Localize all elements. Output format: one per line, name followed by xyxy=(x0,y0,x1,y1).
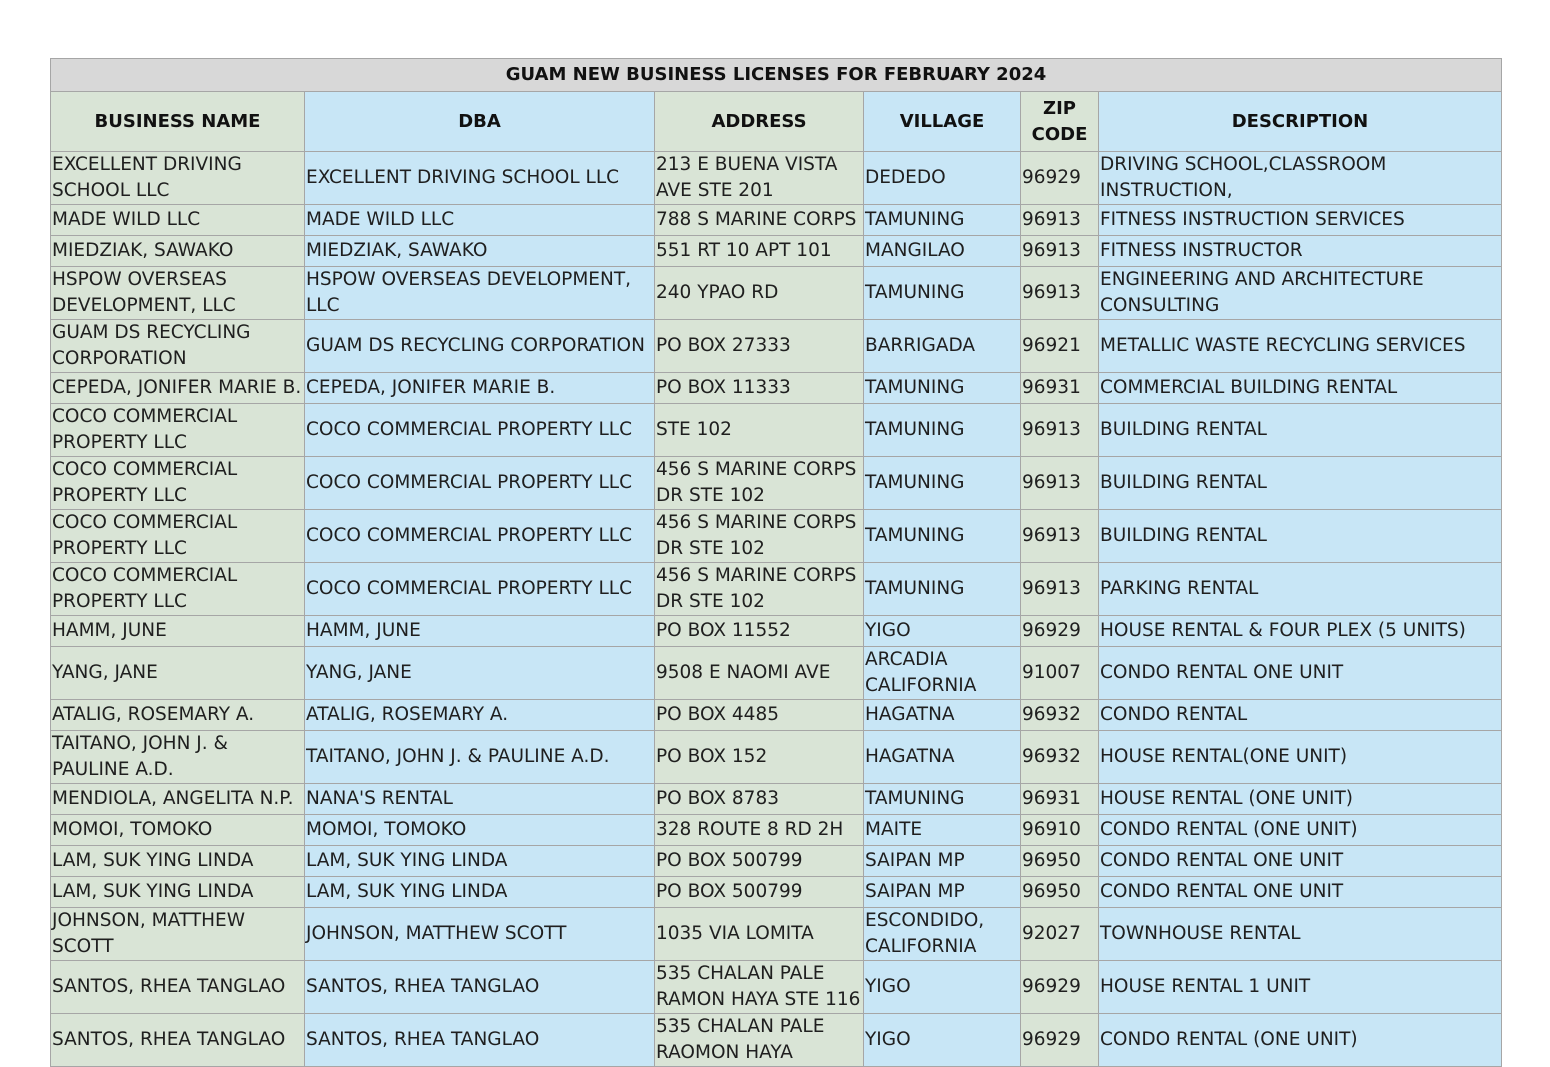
cell-zip-code: 96913 xyxy=(1021,404,1099,457)
cell-business-name xyxy=(51,846,305,877)
table-row xyxy=(51,373,1502,404)
cell-business-name-line: PROPERTY LLC xyxy=(52,485,187,506)
cell-description-line: COMMERCIAL BUILDING RENTAL xyxy=(1100,377,1398,398)
cell-business-name-line: SCOTT xyxy=(52,936,114,957)
cell-village xyxy=(864,267,1021,320)
cell-address xyxy=(655,616,864,647)
cell-business-name-line: EXCELLENT DRIVING xyxy=(52,154,242,175)
cell-business-name-line: GUAM DS RECYCLING xyxy=(52,322,251,343)
cell-village xyxy=(864,205,1021,236)
header-business-name: BUSINESS NAME xyxy=(51,92,305,152)
cell-village-line: ESCONDIDO, xyxy=(865,910,985,931)
cell-village xyxy=(864,908,1021,961)
cell-address xyxy=(655,877,864,908)
cell-address-line: PO BOX 11333 xyxy=(656,377,791,398)
cell-business-name-line: SANTOS, RHEA TANGLAO xyxy=(52,976,286,997)
cell-dba xyxy=(305,205,655,236)
table-body xyxy=(51,152,1502,1067)
cell-business-name xyxy=(51,404,305,457)
cell-village xyxy=(864,236,1021,267)
cell-dba xyxy=(305,908,655,961)
cell-zip-code: 96913 xyxy=(1021,510,1099,563)
cell-zip-code: 96931 xyxy=(1021,373,1099,404)
table-row xyxy=(51,908,1502,961)
cell-description xyxy=(1099,205,1502,236)
cell-village-line: YIGO xyxy=(865,976,911,997)
cell-dba xyxy=(305,815,655,846)
cell-business-name xyxy=(51,815,305,846)
table-row xyxy=(51,647,1502,700)
cell-dba-line: MOMOI, TOMOKO xyxy=(306,819,467,840)
cell-business-name xyxy=(51,457,305,510)
cell-business-name xyxy=(51,205,305,236)
cell-description-line: FITNESS INSTRUCTION SERVICES xyxy=(1100,209,1405,230)
cell-description-line: CONSULTING xyxy=(1100,295,1220,316)
cell-description xyxy=(1099,700,1502,731)
cell-description xyxy=(1099,152,1502,205)
cell-address xyxy=(655,205,864,236)
cell-dba-line: EXCELLENT DRIVING SCHOOL LLC xyxy=(306,167,620,188)
cell-description-line: CONDO RENTAL ONE UNIT xyxy=(1100,881,1344,902)
cell-village xyxy=(864,616,1021,647)
cell-dba xyxy=(305,961,655,1014)
cell-village-line: TAMUNING xyxy=(865,578,965,599)
cell-description xyxy=(1099,784,1502,815)
header-village: VILLAGE xyxy=(864,92,1021,152)
cell-zip-code: 91007 xyxy=(1021,647,1099,700)
table-row xyxy=(51,616,1502,647)
table-row xyxy=(51,731,1502,784)
cell-address-line: 213 E BUENA VISTA xyxy=(656,154,838,175)
cell-address-line: 535 CHALAN PALE xyxy=(656,963,825,984)
cell-description xyxy=(1099,961,1502,1014)
cell-village-line: SAIPAN MP xyxy=(865,850,965,871)
cell-address-line: RAMON HAYA STE 116 xyxy=(656,989,861,1010)
cell-address-line: AVE STE 201 xyxy=(656,180,774,201)
cell-address-line: PO BOX 152 xyxy=(656,746,768,767)
cell-description-line: HOUSE RENTAL 1 UNIT xyxy=(1100,976,1311,997)
header-zip-line2: CODE xyxy=(1031,123,1088,145)
cell-business-name xyxy=(51,563,305,616)
cell-zip-code: 96913 xyxy=(1021,457,1099,510)
cell-business-name-line: PROPERTY LLC xyxy=(52,591,187,612)
cell-business-name xyxy=(51,1014,305,1067)
table-row xyxy=(51,784,1502,815)
cell-address xyxy=(655,647,864,700)
cell-village-line: YIGO xyxy=(865,1029,911,1050)
cell-description xyxy=(1099,1014,1502,1067)
cell-business-name-line: HAMM, JUNE xyxy=(52,620,167,641)
cell-zip-code: 96929 xyxy=(1021,1014,1099,1067)
cell-business-name xyxy=(51,647,305,700)
cell-description-line: HOUSE RENTAL & FOUR PLEX (5 UNITS) xyxy=(1100,620,1466,641)
cell-village-line: DEDEDO xyxy=(865,167,946,188)
table-row xyxy=(51,457,1502,510)
cell-dba xyxy=(305,877,655,908)
cell-description xyxy=(1099,616,1502,647)
cell-village-line: YIGO xyxy=(865,620,911,641)
cell-dba xyxy=(305,616,655,647)
cell-business-name xyxy=(51,731,305,784)
cell-description-line: CONDO RENTAL ONE UNIT xyxy=(1100,850,1344,871)
cell-address-line: PO BOX 11552 xyxy=(656,620,791,641)
cell-description xyxy=(1099,908,1502,961)
cell-village-line: TAMUNING xyxy=(865,282,965,303)
cell-dba xyxy=(305,1014,655,1067)
cell-description xyxy=(1099,647,1502,700)
cell-description xyxy=(1099,731,1502,784)
cell-address-line: 1035 VIA LOMITA xyxy=(656,923,814,944)
business-licenses-table xyxy=(50,58,1502,1067)
cell-description-line: HOUSE RENTAL(ONE UNIT) xyxy=(1100,746,1348,767)
cell-village xyxy=(864,510,1021,563)
cell-village-line: TAMUNING xyxy=(865,377,965,398)
cell-description xyxy=(1099,815,1502,846)
table-row xyxy=(51,267,1502,320)
cell-address-line: 456 S MARINE CORPS xyxy=(656,459,857,480)
cell-village xyxy=(864,1014,1021,1067)
cell-address xyxy=(655,320,864,373)
cell-dba xyxy=(305,846,655,877)
header-dba: DBA xyxy=(305,92,655,152)
table-row xyxy=(51,205,1502,236)
cell-address-line: PO BOX 4485 xyxy=(656,704,779,725)
cell-village-line: CALIFORNIA xyxy=(865,936,977,957)
header-description: DESCRIPTION xyxy=(1099,92,1502,152)
cell-village-line: ARCADIA xyxy=(865,649,948,670)
cell-address xyxy=(655,731,864,784)
header-address: ADDRESS xyxy=(655,92,864,152)
cell-village-line: MAITE xyxy=(865,819,923,840)
table-row xyxy=(51,846,1502,877)
cell-dba-line: COCO COMMERCIAL PROPERTY LLC xyxy=(306,419,633,440)
cell-business-name-line: LAM, SUK YING LINDA xyxy=(52,881,254,902)
cell-address-line: 788 S MARINE CORPS xyxy=(656,209,857,230)
cell-dba-line: NANA'S RENTAL xyxy=(306,788,453,809)
cell-village xyxy=(864,320,1021,373)
cell-dba xyxy=(305,457,655,510)
cell-description-line: INSTRUCTION, xyxy=(1100,180,1233,201)
cell-village xyxy=(864,373,1021,404)
cell-address xyxy=(655,152,864,205)
cell-village-line: HAGATNA xyxy=(865,704,955,725)
cell-village xyxy=(864,731,1021,784)
cell-zip-code: 96929 xyxy=(1021,616,1099,647)
cell-village xyxy=(864,647,1021,700)
table-row xyxy=(51,961,1502,1014)
cell-zip-code: 96921 xyxy=(1021,320,1099,373)
cell-dba-line: YANG, JANE xyxy=(306,662,412,683)
header-zip-code xyxy=(1021,92,1099,152)
cell-description-line: PARKING RENTAL xyxy=(1100,578,1259,599)
cell-dba-line: CEPEDA, JONIFER MARIE B. xyxy=(306,377,556,398)
cell-zip-code: 92027 xyxy=(1021,908,1099,961)
cell-address xyxy=(655,1014,864,1067)
cell-business-name xyxy=(51,373,305,404)
cell-zip-code: 96929 xyxy=(1021,152,1099,205)
cell-dba-line: MIEDZIAK, SAWAKO xyxy=(306,240,488,261)
cell-description xyxy=(1099,457,1502,510)
cell-village xyxy=(864,815,1021,846)
cell-village-line: TAMUNING xyxy=(865,472,965,493)
cell-address xyxy=(655,815,864,846)
cell-business-name-line: MOMOI, TOMOKO xyxy=(52,819,213,840)
cell-description xyxy=(1099,404,1502,457)
cell-address-line: DR STE 102 xyxy=(656,538,765,559)
cell-business-name xyxy=(51,510,305,563)
cell-village xyxy=(864,877,1021,908)
cell-dba xyxy=(305,373,655,404)
cell-business-name xyxy=(51,236,305,267)
cell-address-line: 456 S MARINE CORPS xyxy=(656,512,857,533)
cell-village-line: TAMUNING xyxy=(865,209,965,230)
cell-zip-code: 96931 xyxy=(1021,784,1099,815)
cell-zip-code: 96929 xyxy=(1021,961,1099,1014)
cell-village xyxy=(864,563,1021,616)
cell-address-line: RAOMON HAYA xyxy=(656,1042,793,1063)
cell-dba xyxy=(305,236,655,267)
cell-description-line: TOWNHOUSE RENTAL xyxy=(1100,923,1301,944)
cell-zip-code: 96950 xyxy=(1021,846,1099,877)
cell-business-name-line: ATALIG, ROSEMARY A. xyxy=(52,704,255,725)
cell-village xyxy=(864,152,1021,205)
cell-dba-line: SANTOS, RHEA TANGLAO xyxy=(306,976,540,997)
cell-business-name-line: SCHOOL LLC xyxy=(52,180,170,201)
cell-dba xyxy=(305,510,655,563)
cell-village xyxy=(864,700,1021,731)
cell-zip-code: 96913 xyxy=(1021,563,1099,616)
cell-address xyxy=(655,267,864,320)
cell-business-name xyxy=(51,877,305,908)
cell-address-line: 535 CHALAN PALE xyxy=(656,1016,825,1037)
cell-business-name-line: MIEDZIAK, SAWAKO xyxy=(52,240,234,261)
cell-village-line: BARRIGADA xyxy=(865,335,976,356)
cell-description xyxy=(1099,373,1502,404)
table-row xyxy=(51,152,1502,205)
header-zip-line1: ZIP xyxy=(1043,97,1076,119)
cell-description-line: DRIVING SCHOOL,CLASSROOM xyxy=(1100,154,1387,175)
cell-business-name xyxy=(51,961,305,1014)
cell-description xyxy=(1099,563,1502,616)
cell-dba xyxy=(305,152,655,205)
cell-village-line: HAGATNA xyxy=(865,746,955,767)
cell-address-line: DR STE 102 xyxy=(656,591,765,612)
cell-zip-code: 96913 xyxy=(1021,236,1099,267)
cell-business-name xyxy=(51,784,305,815)
cell-village-line: TAMUNING xyxy=(865,525,965,546)
cell-business-name-line: COCO COMMERCIAL xyxy=(52,512,238,533)
cell-address xyxy=(655,846,864,877)
cell-dba-line: COCO COMMERCIAL PROPERTY LLC xyxy=(306,525,633,546)
cell-dba xyxy=(305,647,655,700)
cell-dba-line: COCO COMMERCIAL PROPERTY LLC xyxy=(306,578,633,599)
table-row xyxy=(51,404,1502,457)
cell-dba xyxy=(305,700,655,731)
cell-description-line: FITNESS INSTRUCTOR xyxy=(1100,240,1303,261)
cell-dba-line: HAMM, JUNE xyxy=(306,620,421,641)
cell-business-name-line: TAITANO, JOHN J. & xyxy=(52,733,228,754)
cell-business-name-line: COCO COMMERCIAL xyxy=(52,459,238,480)
cell-village-line: SAIPAN MP xyxy=(865,881,965,902)
cell-description xyxy=(1099,320,1502,373)
cell-business-name xyxy=(51,152,305,205)
cell-business-name xyxy=(51,267,305,320)
cell-dba-line: SANTOS, RHEA TANGLAO xyxy=(306,1029,540,1050)
cell-business-name-line: YANG, JANE xyxy=(52,662,158,683)
cell-business-name xyxy=(51,700,305,731)
cell-description-line: ENGINEERING AND ARCHITECTURE xyxy=(1100,269,1424,290)
cell-description-line: METALLIC WASTE RECYCLING SERVICES xyxy=(1100,335,1466,356)
cell-dba xyxy=(305,320,655,373)
cell-address-line: PO BOX 500799 xyxy=(656,881,803,902)
cell-address xyxy=(655,510,864,563)
cell-address-line: PO BOX 8783 xyxy=(656,788,779,809)
cell-dba-line: MADE WILD LLC xyxy=(306,209,455,230)
cell-business-name-line: JOHNSON, MATTHEW xyxy=(52,910,246,931)
table-row xyxy=(51,877,1502,908)
cell-business-name-line: MADE WILD LLC xyxy=(52,209,201,230)
cell-description-line: HOUSE RENTAL (ONE UNIT) xyxy=(1100,788,1353,809)
table-row xyxy=(51,1014,1502,1067)
cell-business-name-line: COCO COMMERCIAL xyxy=(52,565,238,586)
cell-business-name-line: DEVELOPMENT, LLC xyxy=(52,295,236,316)
cell-dba-line: COCO COMMERCIAL PROPERTY LLC xyxy=(306,472,633,493)
table-row xyxy=(51,563,1502,616)
cell-village-line: TAMUNING xyxy=(865,419,965,440)
cell-dba-line: TAITANO, JOHN J. & PAULINE A.D. xyxy=(306,746,610,767)
cell-address-line: 551 RT 10 APT 101 xyxy=(656,240,832,261)
cell-description xyxy=(1099,846,1502,877)
cell-description-line: CONDO RENTAL xyxy=(1100,704,1248,725)
cell-village xyxy=(864,784,1021,815)
cell-address xyxy=(655,563,864,616)
cell-village xyxy=(864,457,1021,510)
cell-dba xyxy=(305,267,655,320)
cell-address xyxy=(655,784,864,815)
cell-dba xyxy=(305,731,655,784)
cell-dba-line: ATALIG, ROSEMARY A. xyxy=(306,704,509,725)
cell-business-name-line: CORPORATION xyxy=(52,348,187,369)
cell-zip-code: 96932 xyxy=(1021,700,1099,731)
cell-dba-line: LLC xyxy=(306,295,340,316)
cell-business-name-line: LAM, SUK YING LINDA xyxy=(52,850,254,871)
cell-dba xyxy=(305,784,655,815)
cell-address xyxy=(655,373,864,404)
cell-dba-line: GUAM DS RECYCLING CORPORATION xyxy=(306,335,645,356)
cell-description-line: CONDO RENTAL ONE UNIT xyxy=(1100,662,1344,683)
cell-business-name xyxy=(51,908,305,961)
cell-address-line: PO BOX 27333 xyxy=(656,335,791,356)
cell-description-line: BUILDING RENTAL xyxy=(1100,419,1267,440)
cell-village-line: MANGILAO xyxy=(865,240,965,261)
cell-address xyxy=(655,961,864,1014)
cell-address-line: DR STE 102 xyxy=(656,485,765,506)
cell-dba-line: LAM, SUK YING LINDA xyxy=(306,881,508,902)
cell-zip-code: 96913 xyxy=(1021,267,1099,320)
cell-description xyxy=(1099,236,1502,267)
cell-address-line: PO BOX 500799 xyxy=(656,850,803,871)
cell-address-line: 456 S MARINE CORPS xyxy=(656,565,857,586)
cell-description xyxy=(1099,510,1502,563)
table-row xyxy=(51,700,1502,731)
table-row xyxy=(51,510,1502,563)
cell-village xyxy=(864,404,1021,457)
cell-business-name-line: COCO COMMERCIAL xyxy=(52,406,238,427)
cell-business-name-line: PROPERTY LLC xyxy=(52,538,187,559)
cell-dba xyxy=(305,563,655,616)
cell-village xyxy=(864,961,1021,1014)
cell-address-line: 9508 E NAOMI AVE xyxy=(656,662,831,683)
table-row xyxy=(51,815,1502,846)
cell-address xyxy=(655,700,864,731)
cell-business-name-line: PAULINE A.D. xyxy=(52,759,174,780)
cell-address-line: 240 YPAO RD xyxy=(656,282,779,303)
cell-zip-code: 96910 xyxy=(1021,815,1099,846)
cell-village-line: CALIFORNIA xyxy=(865,675,977,696)
table-row xyxy=(51,320,1502,373)
cell-dba xyxy=(305,404,655,457)
cell-address-line: STE 102 xyxy=(656,419,732,440)
cell-business-name-line: SANTOS, RHEA TANGLAO xyxy=(52,1029,286,1050)
cell-village xyxy=(864,846,1021,877)
header-row xyxy=(51,92,1502,152)
cell-description-line: BUILDING RENTAL xyxy=(1100,525,1267,546)
cell-zip-code: 96950 xyxy=(1021,877,1099,908)
table-row xyxy=(51,236,1502,267)
cell-description xyxy=(1099,267,1502,320)
cell-address xyxy=(655,457,864,510)
cell-dba-line: JOHNSON, MATTHEW SCOTT xyxy=(306,923,567,944)
cell-business-name-line: PROPERTY LLC xyxy=(52,432,187,453)
cell-description-line: CONDO RENTAL (ONE UNIT) xyxy=(1100,819,1358,840)
cell-business-name-line: MENDIOLA, ANGELITA N.P. xyxy=(52,788,294,809)
cell-business-name xyxy=(51,320,305,373)
cell-business-name-line: CEPEDA, JONIFER MARIE B. xyxy=(52,377,302,398)
cell-address xyxy=(655,236,864,267)
cell-address-line: 328 ROUTE 8 RD 2H xyxy=(656,819,844,840)
cell-address xyxy=(655,404,864,457)
cell-village-line: TAMUNING xyxy=(865,788,965,809)
cell-business-name-line: HSPOW OVERSEAS xyxy=(52,269,227,290)
table-title: GUAM NEW BUSINESS LICENSES FOR FEBRUARY 2024 xyxy=(51,59,1502,92)
cell-dba-line: HSPOW OVERSEAS DEVELOPMENT, xyxy=(306,269,632,290)
cell-description-line: BUILDING RENTAL xyxy=(1100,472,1267,493)
cell-address xyxy=(655,908,864,961)
cell-business-name xyxy=(51,616,305,647)
cell-description-line: CONDO RENTAL (ONE UNIT) xyxy=(1100,1029,1358,1050)
cell-zip-code: 96932 xyxy=(1021,731,1099,784)
cell-zip-code: 96913 xyxy=(1021,205,1099,236)
cell-dba-line: LAM, SUK YING LINDA xyxy=(306,850,508,871)
cell-description xyxy=(1099,877,1502,908)
